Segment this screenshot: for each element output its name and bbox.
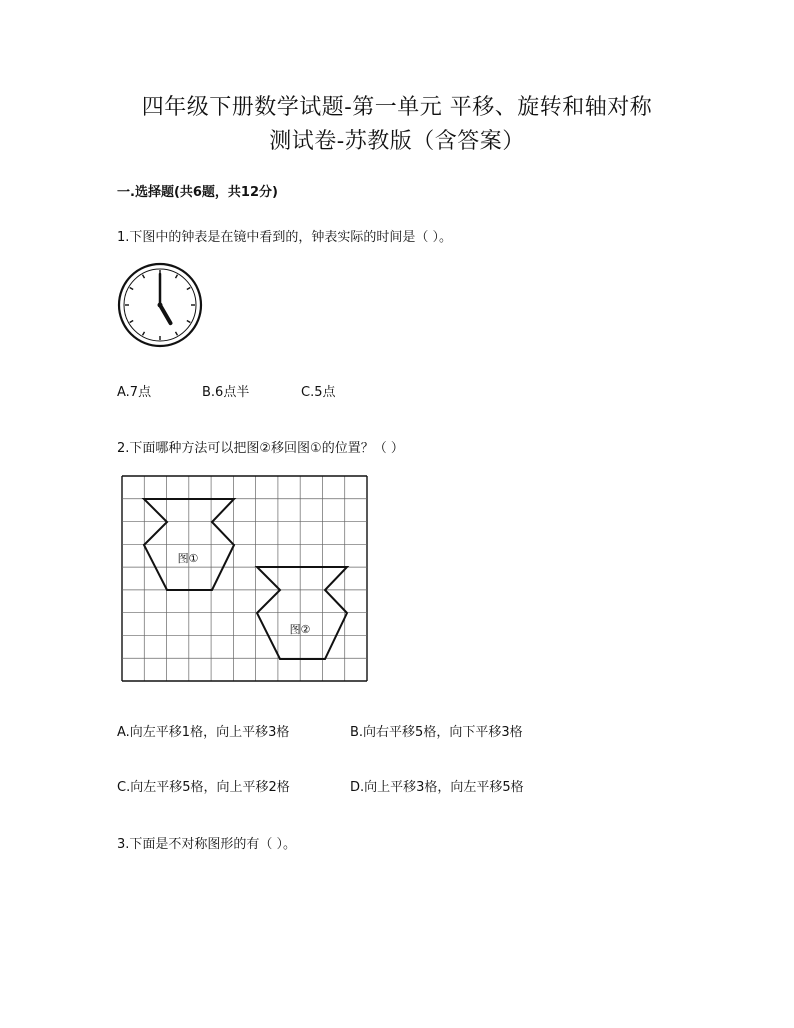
clock-tick bbox=[130, 288, 133, 290]
shape-1-label: 图① bbox=[177, 552, 199, 565]
question-1-option-b[interactable]: B.6点半 bbox=[202, 385, 250, 400]
clock-tick bbox=[143, 332, 145, 335]
question-2-option-c[interactable]: C.向左平移5格，向上平移2格 bbox=[117, 780, 290, 795]
shape-2-label: 图② bbox=[289, 623, 311, 636]
clock-tick bbox=[130, 321, 133, 323]
question-2-option-a[interactable]: A.向左平移1格，向上平移3格 bbox=[117, 725, 290, 740]
grid-figure bbox=[122, 476, 368, 682]
clock-tick bbox=[187, 321, 190, 323]
clock-tick bbox=[187, 288, 190, 290]
clock-tick bbox=[176, 275, 178, 278]
question-2-text: 2.下面哪种方法可以把图②移回图①的位置？（ ） bbox=[117, 441, 404, 456]
question-2-option-b[interactable]: B.向右平移5格，向下平移3格 bbox=[350, 725, 523, 740]
question-1-text: 1.下图中的钟表是在镜中看到的，钟表实际的时间是（ ）。 bbox=[117, 230, 453, 245]
question-1-option-c[interactable]: C.5点 bbox=[301, 385, 336, 400]
document-title-line2: 测试卷-苏教版（含答案） bbox=[269, 129, 525, 154]
clock-tick bbox=[143, 275, 145, 278]
clock-center bbox=[158, 303, 163, 308]
question-1-option-a[interactable]: A.7点 bbox=[117, 385, 152, 400]
clock-figure bbox=[117, 262, 203, 348]
clock-hour-hand bbox=[160, 305, 171, 323]
clock-tick bbox=[176, 332, 178, 335]
question-2-option-d[interactable]: D.向上平移3格，向左平移5格 bbox=[350, 780, 524, 795]
question-3-text: 3.下面是不对称图形的有（ ）。 bbox=[117, 837, 297, 852]
document-title-line1: 四年级下册数学试题-第一单元 平移、旋转和轴对称 bbox=[141, 95, 653, 120]
section-heading: 一.选择题(共6题，共12分) bbox=[117, 185, 278, 200]
